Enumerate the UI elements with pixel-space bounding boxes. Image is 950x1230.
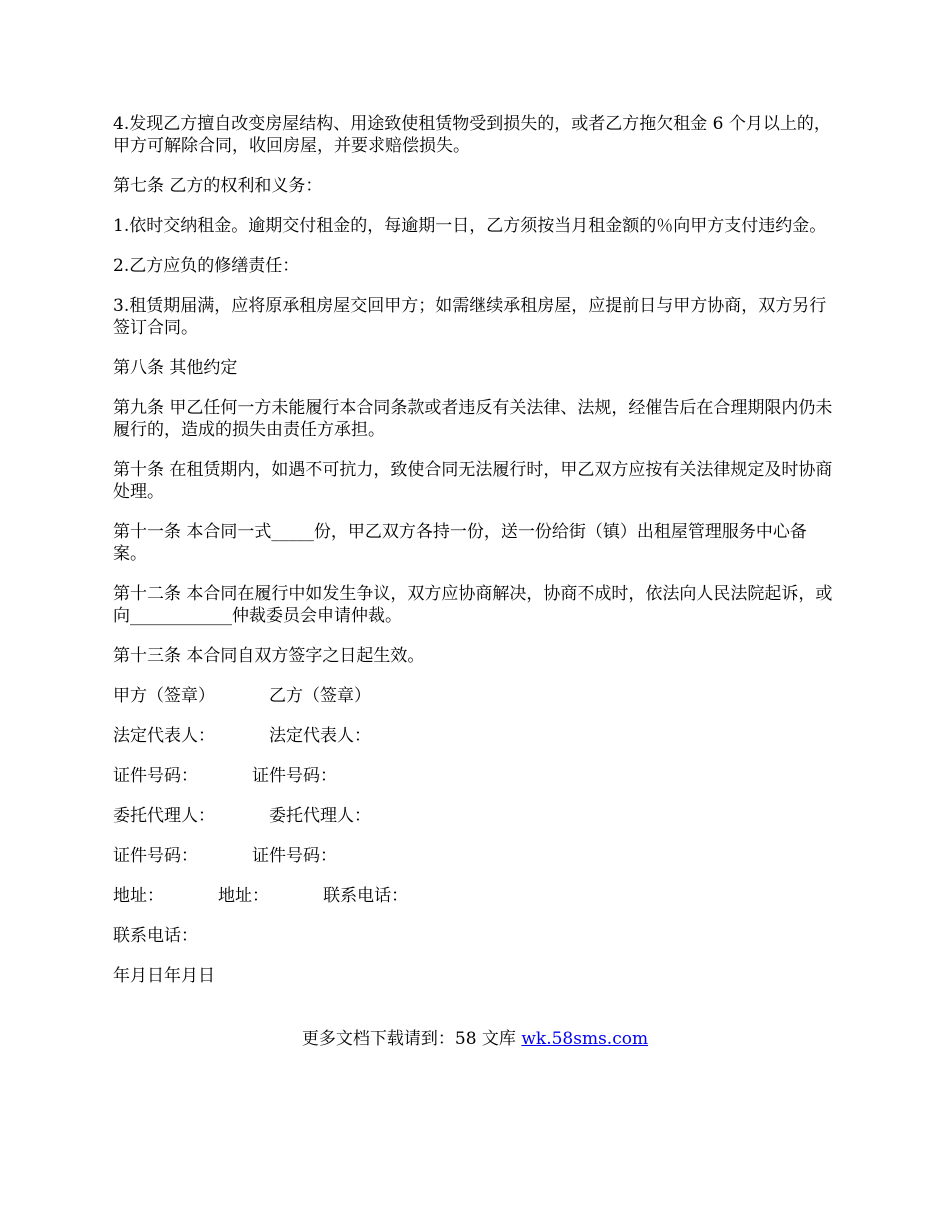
id-number-line: 证件号码： 证件号码： bbox=[113, 766, 338, 786]
document-body bbox=[113, 113, 838, 1005]
footer-text: 更多文档下载请到：58 文库 bbox=[301, 1029, 522, 1049]
article-13-paragraph: 第十三条 本合同自双方签字之日起生效。 bbox=[113, 646, 425, 666]
article-7-heading: 第七条 乙方的权利和义务： bbox=[113, 176, 323, 196]
clause-paragraph: 2.乙方应负的修缮责任： bbox=[113, 256, 300, 276]
clause-paragraph: 4.发现乙方擅自改变房屋结构、用途致使租赁物受到损失的，或者乙方拖欠租金 6 个月以上的，甲方可解除合同，收回房屋，并要求赔偿损失。 bbox=[113, 114, 831, 156]
clause-paragraph: 3.租赁期届满，应将原承租房屋交回甲方；如需继续承租房屋，应提前日与甲方协商，双方另行签订合同。 bbox=[113, 296, 827, 338]
legal-representative-line: 法定代表人： 法定代表人： bbox=[113, 726, 372, 746]
clause-paragraph: 1.依时交纳租金。逾期交付租金的，每逾期一日，乙方须按当月租金额的％向甲方支付违约金。 bbox=[113, 216, 827, 236]
article-12-paragraph: 第十二条 本合同在履行中如发生争议，双方应协商解决，协商不成时，依法向人民法院起诉，或向____________仲裁委员会申请仲裁。 bbox=[113, 584, 833, 626]
download-footer bbox=[0, 1028, 950, 1050]
address-line: 地址： 地址： 联系电话： bbox=[113, 886, 409, 906]
phone-line: 联系电话： bbox=[113, 926, 198, 946]
footer-link[interactable]: wk.58sms.com bbox=[521, 1029, 649, 1049]
agent-line: 委托代理人： 委托代理人： bbox=[113, 806, 372, 826]
signature-line: 甲方（签章） 乙方（签章） bbox=[113, 686, 372, 706]
article-9-paragraph: 第九条 甲乙任何一方未能履行本合同条款或者违反有关法律、法规，经催告后在合理期限内仍未履行的，造成的损失由责任方承担。 bbox=[113, 398, 833, 440]
id-number-line: 证件号码： 证件号码： bbox=[113, 846, 338, 866]
article-10-paragraph: 第十条 在租赁期内，如遇不可抗力，致使合同无法履行时，甲乙双方应按有关法律规定及时协商处理。 bbox=[113, 460, 833, 502]
date-line: 年月日年月日 bbox=[113, 966, 215, 986]
article-11-paragraph: 第十一条 本合同一式_____份，甲乙双方各持一份，送一份给街（镇）出租屋管理服务中心备案。 bbox=[113, 522, 807, 564]
article-8-heading: 第八条 其他约定 bbox=[113, 358, 238, 378]
